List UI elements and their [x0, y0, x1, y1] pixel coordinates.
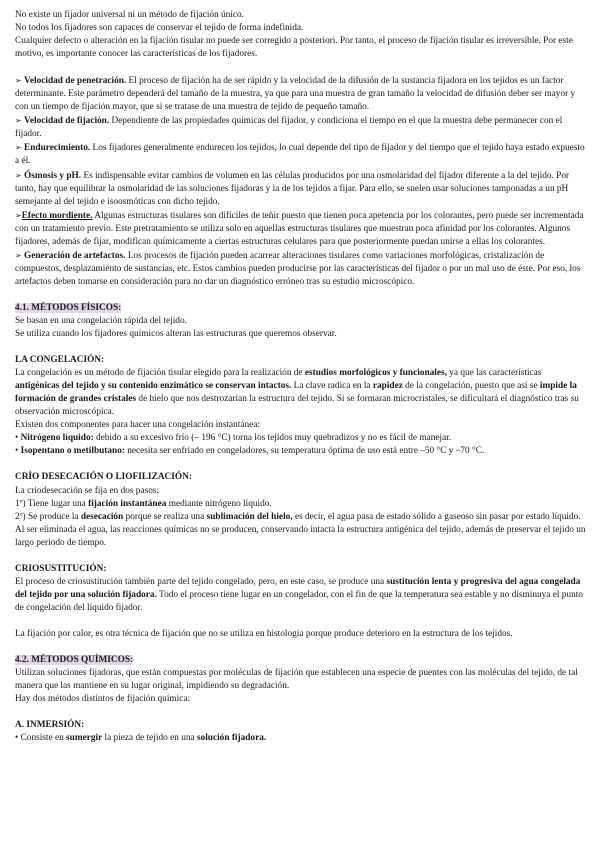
item-generacion-artefactos — [15, 249, 586, 289]
bullet-isopentano: • Isopentano o metilbutano: necesita ser enfriado en congeladores, su temperatura óptima de uso está entre –50 °C y –70 °C. — [15, 446, 485, 457]
intro-line-1: No existe un fijador universal ni un método de fijación único. — [15, 10, 245, 20]
item-efecto-mordiente — [15, 209, 586, 249]
arrow-icon: ➢ — [15, 210, 22, 220]
item-text: Algunas estructuras tisulares son difíciles de teñir puesto que tienen poca apetencia por los colorantes, pero puede ser incrementada con un tratamiento previo. Este pretratamiento se utiliza solo en aquellas estructuras tisulares que muestran poca afinidad por los colorantes. Algunos fijadores, además de fijar, modifican químicamente a ciertas estructuras celulares para que posteriormente puedan unirse a ellas los colorantes. — [15, 210, 584, 247]
item-title: Velocidad de fijación. — [24, 116, 110, 127]
item-title: Endurecimiento. — [24, 143, 91, 154]
liofilizacion-step-2: 2º) Se produce la desecación porque se realiza una sublimación del hielo, es decir, el agua pasa de estado sólido a gaseoso sin pasar por estado líquido. Al ser eliminada el agua, las reacciones químicas no se producen, conservando intacta la estructura antigénica del tejido, además de preservar el tejido un largo periodo de tiempo. — [15, 511, 586, 548]
subheading-congelacion: LA CONGELACIÓN: — [15, 355, 105, 366]
item-title: Ósmosis y pH. — [24, 170, 82, 181]
criosustitucion-paragraph: El proceso de criosustitución también parte del tejido congelado, pero, en este caso, se produce una sustitución lenta y progresiva del agua congelada del tejido por una solución fijadora. Todo el proceso tiene lugar en un congelador, con el fin de que la temperatura sea estable y no disminuya el punto de congelación del líquido fijador. — [15, 576, 583, 613]
item-velocidad-fijacion — [15, 114, 586, 141]
intro-line-2: No todos los fijadores son capaces de conservar el tejido de forma indefinida. — [15, 23, 304, 34]
bullet-icon: • — [15, 446, 19, 457]
quimicos-line-2: Hay dos métodos distintos de fijación química: — [15, 694, 191, 705]
arrow-icon: ➢ — [15, 170, 22, 180]
bullet-inmersion: • Consiste en sumergir la pieza de tejido en una solución fijadora. — [15, 733, 267, 744]
arrow-icon: ➢ — [15, 250, 22, 260]
item-text: Es indispensable evitar cambios de volumen en las células producidos por una osmolaridad del fijador diferente a la del tejido. Por tanto, hay que equilibrar la osmolaridad de las soluciones fijadoras y la de los tejidos a fijar. Para ello, se suelen usar soluciones tamponadas a un pH semejante al del tejido e isoosmóticas con dicho tejido. — [15, 170, 570, 207]
subheading-inmersion: A. INMERSIÓN: — [15, 720, 85, 731]
congelacion-paragraph: La congelación es un método de fijación tisular elegido para la realización de estudios morfológicos y funcionales, ya que las características antigénicas del tejido y su contenido enzimático se conservan intactos. La clave radica en la rapidez de la congelación, puesto que así se impide la formación de grandes cristales de hielo que nos destrozarían la estructura del tejido. Si se formaran microcristales, se dificultará el diagnóstico tras su observación microscópica. — [15, 368, 579, 418]
section-heading-fisicos: 4.1. MÉTODOS FÍSICOS: — [15, 302, 122, 313]
subheading-liofilizacion: CRÍO DESECACIÓN O LIOFILIZACIÓN: — [15, 472, 192, 483]
bullet-icon: • — [15, 733, 19, 744]
liofilizacion-intro: La criodesecación se fija en dos pasos: — [15, 485, 160, 496]
congelacion-components-intro: Existen dos componentes para hacer una congelación instantánea: — [15, 420, 260, 431]
arrow-icon: ➢ — [15, 116, 22, 126]
item-endurecimiento — [15, 141, 586, 168]
item-title: Efecto mordiente. — [21, 210, 93, 221]
item-title: Velocidad de penetración. — [24, 76, 127, 87]
bullet-nitrogeno: • Nitrógeno líquido: debido a su excesivo frío (– 196 °C) torna los tejidos muy quebradizos y no es fácil de manejar. — [15, 433, 452, 444]
item-velocidad-penetracion — [15, 74, 586, 114]
fijacion-calor-paragraph: La fijación por calor, es otra técnica de fijación que no se utiliza en histología porque produce deterioro en la estructura de los tejidos. — [15, 628, 513, 639]
fisicos-line-1: Se basan en una congelación rápida del tejido. — [15, 315, 187, 326]
section-heading-quimicos: 4.2. MÉTODOS QUÍMICOS: — [15, 654, 134, 665]
bullet-icon: • — [15, 433, 19, 444]
liofilizacion-step-1: 1º) Tiene lugar una fijación instantánea mediante nitrógeno líquido. — [15, 498, 272, 509]
item-text: El proceso de fijación ha de ser rápido y la velocidad de la difusión de la sustancia fijadora en los tejidos es un factor determinante. Este parámetro dependerá del tamaño de la muestra, ya que para una muestra de gran tamaño la velocidad de difusión deber ser mayor y con un tiempo de fijación mayor, que si se tratase de una muestra de tejido de pequeño tamaño. — [15, 76, 576, 113]
arrow-icon: ➢ — [15, 76, 22, 86]
item-text: Los fijadores generalmente endurecen los tejidos, lo cual depende del tipo de fijador y del tiempo que el tejido haya estado expuesto a él. — [15, 143, 585, 167]
fisicos-line-2: Se utiliza cuando los fijadores químicos alteran las estructuras que queremos observar. — [15, 329, 337, 340]
item-osmosis-ph — [15, 169, 586, 209]
item-text: Dependiente de las propiedades químicas del fijador, y condiciona el tiempo en el que la muestra debe permanecer con el fijador. — [15, 116, 563, 140]
intro-line-3: Cualquier defecto o alteración en la fijación tisular no puede ser corregido a posteriori. Por tanto, el proceso de fijación tisular es irreversible. Por este motivo, es importante conocer las características de los fijadores. — [15, 36, 573, 60]
quimicos-paragraph: Utilizan soluciones fijadoras, que están compuestas por moléculas de fijación que establecen una especie de puentes con las moléculas del tejido, de tal manera que las mantiene en su lugar original, impidiendo su degradación. — [15, 668, 578, 692]
item-text: Los procesos de fijación pueden acarrear alteraciones tisulares como variaciones morfológicas, cristalización de compuestos, desplazamiento de sustancias, etc. Estos cambios pueden producirse por las características del fijador o por un mal uso de éste. Por eso, los artefactos deben tomarse en consideración para no dar un diagnóstico erróneo tras su estudio microscópico. — [15, 250, 581, 287]
item-title: Generación de artefactos. — [24, 250, 126, 261]
arrow-icon: ➢ — [15, 143, 22, 153]
subheading-criosustitucion: CRIOSUSTITUCIÓN: — [15, 563, 107, 574]
